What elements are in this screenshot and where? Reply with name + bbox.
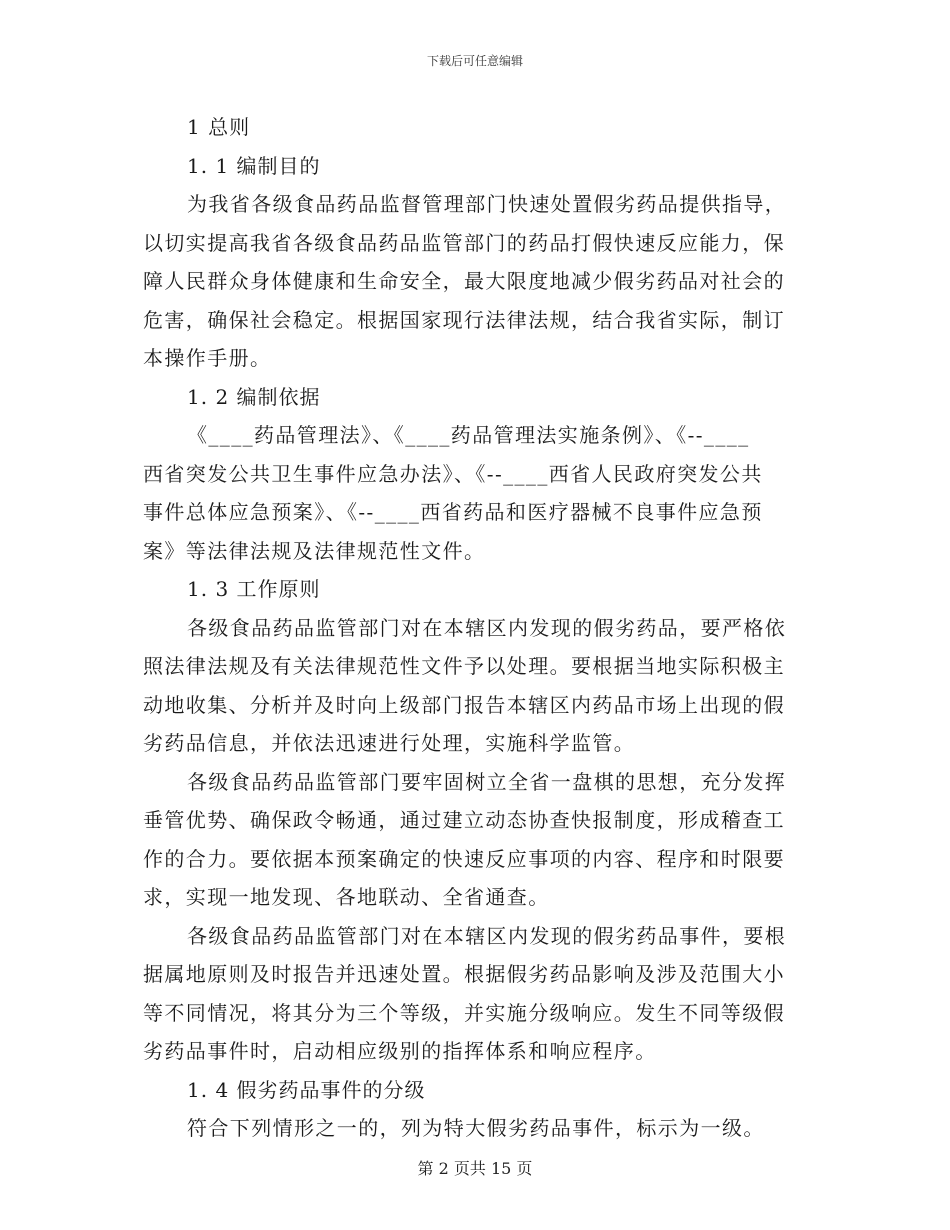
text-line: 本操作手册。 (143, 346, 272, 370)
text-line: 西省突发公共卫生事件应急办法》、《--____西省人民政府突发公共 (143, 461, 763, 486)
text-line: 各级食品药品监管部门要牢固树立全省一盘棋的思想，充分发挥 (187, 769, 787, 794)
text-line: 《____药品管理法》、《____药品管理法实施条例》、《--____ (187, 423, 750, 447)
text-line: 各级食品药品监管部门对在本辖区内发现的假劣药品，要严格依 (187, 615, 787, 640)
text-line: 垂管优势、确保政令畅通，通过建立动态协查快报制度，形成稽查工 (143, 808, 785, 832)
text-line: 以切实提高我省各级食品药品监管部门的药品打假快速反应能力，保 (143, 230, 785, 255)
text-line: 劣药品事件时，启动相应级别的指挥体系和响应程序。 (143, 1039, 657, 1063)
subsection-heading-basis: 1. 2 编制依据 (187, 384, 321, 409)
subsection-heading-purpose: 1. 1 编制目的 (187, 153, 321, 178)
subsection-heading-principles: 1. 3 工作原则 (187, 577, 321, 601)
text-line: 作的合力。要依据本预案确定的快速反应事项的内容、程序和时限要 (143, 846, 785, 871)
text-line: 危害，确保社会稳定。根据国家现行法律法规，结合我省实际，制订 (143, 307, 785, 332)
text-line: 求，实现一地发现、各地联动、全省通查。 (143, 885, 550, 909)
text-line: 动地收集、分析并及时向上级部门报告本辖区内药品市场上出现的假 (143, 692, 785, 717)
page-header: 下载后可任意编辑 (426, 54, 523, 68)
text-line: 等不同情况，将其分为三个等级，并实施分级响应。发生不同等级假 (143, 1000, 785, 1025)
text-line: 照法律法规及有关法律规范性文件予以处理。要根据当地实际积极主 (143, 654, 785, 678)
text-line: 障人民群众身体健康和生命安全，最大限度地减少假劣药品对社会的 (143, 269, 785, 293)
subsection-heading-grading: 1. 4 假劣药品事件的分级 (187, 1077, 426, 1102)
text-line: 为我省各级食品药品监督管理部门快速处置假劣药品提供指导， (187, 192, 787, 216)
page-number: 第 2 页共 15 页 (417, 1159, 533, 1178)
text-line: 据属地原则及时报告并迅速处置。根据假劣药品影响及涉及范围大小 (143, 962, 785, 986)
document-body (143, 108, 798, 1148)
text-line: 案》等法律法规及法律规范性文件。 (143, 538, 486, 563)
section-heading-general: 1 总则 (187, 115, 251, 139)
text-line: 符合下列情形之一的，列为特大假劣药品事件，标示为一级。 (187, 1116, 765, 1140)
text-line: 劣药品信息，并依法迅速进行处理，实施科学监管。 (143, 731, 636, 755)
text-line: 事件总体应急预案》、《--____西省药品和医疗器械不良事件应急预 (143, 500, 763, 524)
text-line: 各级食品药品监管部门对在本辖区内发现的假劣药品事件，要根 (187, 923, 787, 948)
